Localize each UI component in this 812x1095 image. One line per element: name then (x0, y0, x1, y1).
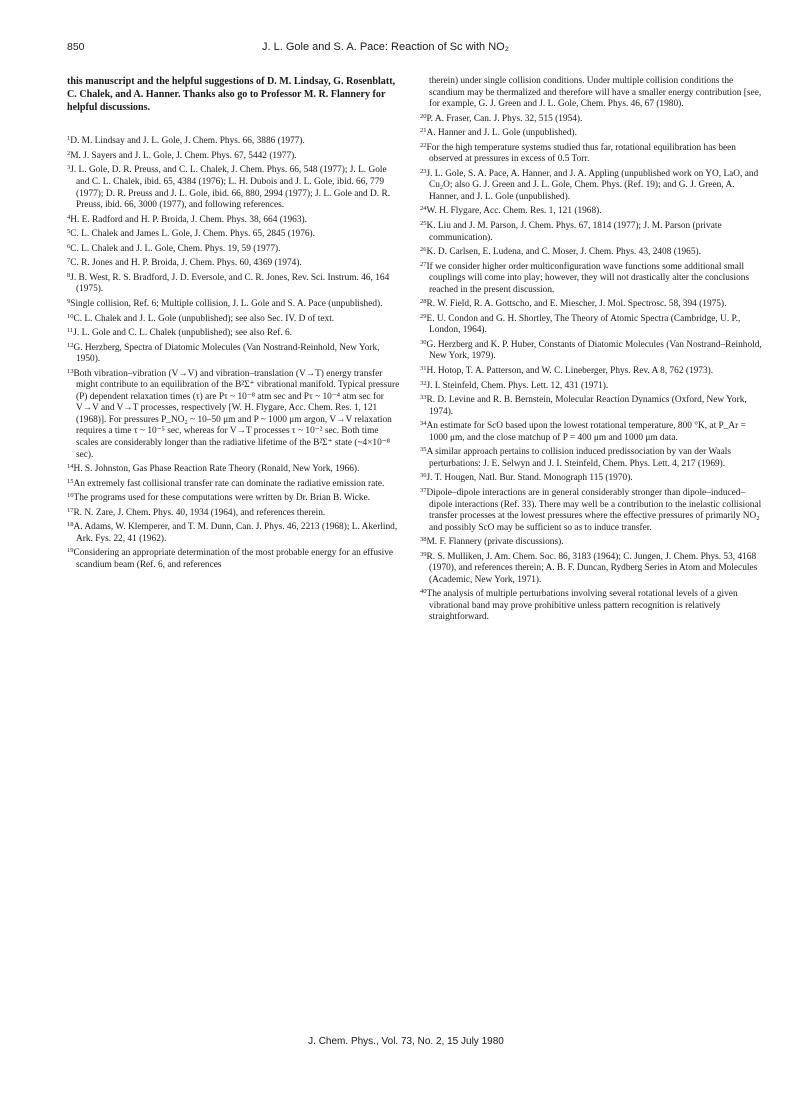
reference-item (67, 325, 402, 340)
reference-item (67, 505, 402, 520)
reference-item (67, 133, 402, 148)
reference-text: K. D. Carlsen, E. Ludena, and C. Moser, J. Chem. Phys. 43, 2408 (1965). (426, 247, 701, 258)
reference-text: H. S. Johnston, Gas Phase Reaction Rate Theory (Ronald, New York, 1966). (73, 464, 360, 475)
reference-text: C. L. Chalek and J. L. Gole, Chem. Phys. 19, 59 (1977). (70, 243, 281, 254)
reference-number: 16 (67, 492, 74, 500)
reference-text: C. L. Chalek and James L. Gole, J. Chem. Phys. 65, 2845 (1976). (70, 229, 315, 240)
reference-text: If we consider higher order multiconfiguration wave functions some additional small couplings will come into play; however, they will not drastically alter the conclusions reached in the present discussion. (426, 261, 750, 295)
reference-item (67, 545, 402, 571)
reference-number: 14 (67, 463, 74, 471)
reference-number: 11 (67, 327, 74, 335)
reference-item (67, 162, 402, 211)
reference-number: 38 (420, 536, 427, 544)
reference-number: 32 (420, 379, 427, 387)
reference-number: 23 (420, 167, 427, 175)
reference-number: 26 (420, 246, 427, 254)
reference-list-right (420, 111, 765, 624)
reference-item (67, 226, 402, 241)
reference-text: K. Liu and J. M. Parson, J. Chem. Phys. 67, 1814 (1977); J. M. Parson (private communication). (426, 221, 722, 243)
reference-item (67, 490, 402, 505)
reference-item (420, 337, 765, 363)
left-column (67, 76, 402, 571)
reference-number: 12 (67, 341, 74, 349)
reference-text: R. S. Mulliken, J. Am. Chem. Soc. 86, 3183 (1964); C. Jungen, J. Chem. Phys. 53, 4168 (1970), and references therein; A. B. F. Duncan, Rydberg Series in Atom and Molecules (Academic, New York, 1971). (426, 551, 758, 585)
reference-text: E. U. Condon and G. H. Shortley, The Theory of Atomic Spectra (Cambridge, U. P., London, 1964). (426, 313, 741, 336)
reference-text: A similar approach pertains to collision induced predissociation by van der Waals perturbations: J. E. Selwyn and J. I. Steinfeld, Chem. Phys. Lett. 4, 217 (1969). (426, 447, 731, 469)
page-number: 850 (67, 41, 85, 53)
reference-number: 31 (420, 365, 427, 373)
reference-number: 37 (420, 486, 427, 494)
reference-item (67, 461, 402, 476)
reference-number: 24 (420, 205, 427, 213)
reference-text: G. Herzberg, Spectra of Diatomic Molecules (Van Nostrand-Reinhold, New York, 1950). (73, 342, 380, 365)
reference-item (420, 586, 765, 624)
reference-item (67, 476, 402, 491)
reference-text: R. N. Zare, J. Chem. Phys. 40, 1934 (1964), and references therein. (73, 507, 326, 518)
reference-number: 4 (67, 213, 71, 221)
reference-continuation: therein) under single collision conditions. Under multiple collision conditions the scandium may be thermalized and therefore will have a smaller energy contribution [see, for example, G. J. Green and J. L. Gole, Chem. Phys. 46, 67 (1980). (429, 76, 762, 110)
reference-number: 8 (67, 271, 71, 279)
reference-number: 22 (420, 141, 427, 149)
reference-number: 20 (420, 112, 427, 120)
reference-text: R. D. Levine and R. B. Bernstein, Molecular Reaction Dynamics (Oxford, New York, 1974). (426, 395, 747, 417)
reference-number: 25 (420, 220, 427, 228)
running-title: J. L. Gole and S. A. Pace: Reaction of Sc with NO₂ (262, 41, 510, 53)
reference-text: J. I. Steinfeld, Chem. Phys. Lett. 12, 431 (1971). (426, 380, 609, 391)
reference-text: For the high temperature systems studied thus far, rotational equilibration has been observed at pressures in excess of 0.5 Torr. (426, 142, 736, 165)
reference-text: A. Hanner and J. L. Gole (unpublished). (426, 128, 578, 139)
reference-item (420, 218, 765, 244)
reference-item (67, 148, 402, 163)
reference-number: 27 (420, 260, 427, 268)
reference-text: J. L. Gole, D. R. Preuss, and C. L. Chalek, J. Chem. Phys. 66, 548 (1977); J. L. Gole and C. L. Chalek, ibid. 65, 4384 (1976); L. H. Dubois and J. L. Gole, ibid. 66, 779 (1977); D. R. Preuss and J. L. Gole, ibid. 66, 880, 2994 (1977); J. L. Gole and D. R. Preuss, ibid. 66, 3000 (1977), and following references. (70, 165, 391, 211)
reference-text: G. Herzberg and K. P. Huber, Constants of Diatomic Molecules (Van Nostrand–Reinhold, New York, 1979). (426, 339, 762, 362)
reference-item (420, 534, 765, 549)
reference-item (420, 378, 765, 393)
reference-number: 34 (420, 420, 427, 428)
reference-item (67, 270, 402, 296)
reference-number: 21 (420, 127, 427, 135)
acknowledgment: this manuscript and the helpful suggestions of D. M. Lindsay, G. Rosenblatt, C. Chalek, and A. Hanner. Thanks also go to Professor M. R. Flannery for helpful discussions. (67, 76, 396, 113)
reference-text: M. J. Sayers and J. L. Gole, J. Chem. Phys. 67, 5442 (1977). (70, 150, 297, 161)
reference-item (67, 212, 402, 227)
reference-item (420, 470, 765, 485)
reference-text: R. W. Field, R. A. Gottscho, and E. Miescher, J. Mol. Spectrosc. 58, 394 (1975). (426, 299, 727, 310)
reference-item (67, 255, 402, 270)
reference-item (420, 296, 765, 311)
reference-number: 19 (67, 547, 74, 555)
reference-text: P. A. Fraser, Can. J. Phys. 32, 515 (1954). (426, 113, 583, 124)
reference-item (67, 366, 402, 461)
reference-text: C. R. Jones and H. P. Broida, J. Chem. Phys. 60, 4369 (1974). (70, 258, 302, 269)
reference-number: 6 (67, 242, 71, 250)
reference-number: 17 (67, 506, 74, 514)
reference-number: 7 (67, 257, 71, 265)
reference-text: The analysis of multiple perturbations involving several rotational levels of a given vibrational band may prove prohibitive unless pattern recognition is relatively straightforward. (426, 589, 738, 623)
reference-number: 9 (67, 297, 71, 305)
reference-text: J. L. Gole, S. A. Pace, A. Hanner, and J. A. Appling (unpublished work on YO, LaO, and Cu₂O; also G. J. Green and J. L. Gole, Chem. Phys. (Ref. 19); and G. J. Green, A. Hanner, and J. L. Gole (unpublished). (426, 168, 759, 202)
reference-number: 39 (420, 550, 427, 558)
reference-item (420, 111, 765, 126)
reference-text: D. M. Lindsay and J. L. Gole, J. Chem. Phys. 66, 3886 (1977). (70, 136, 305, 147)
reference-item (420, 485, 765, 534)
reference-number: 29 (420, 312, 427, 320)
reference-text: An extremely fast collisional transfer rate can dominate the radiative emission rate. (73, 478, 385, 489)
reference-text: An estimate for ScO based upon the lowest rotational temperature, 800 °K, at P_Ar = 1000 μm, and the close matchup of P = 400 μm and 1000 μm data. (426, 421, 746, 443)
reference-item (420, 311, 765, 337)
reference-item (67, 296, 402, 311)
reference-number: 35 (420, 446, 427, 454)
reference-text: Dipole–dipole interactions are in general considerably stronger than dipole–induced–dipole interactions (Ref. 33). There may well be a contribution to the inelastic collisional transfer processes at the lowest pressures where the effective pressures of primarily NO₂ and possibly ScO may be sufficient so as to induce transfer. (426, 487, 762, 533)
reference-item (420, 125, 765, 140)
reference-number: 3 (67, 164, 71, 172)
reference-number: 28 (420, 298, 427, 306)
reference-item (420, 444, 765, 470)
right-column (420, 76, 765, 624)
reference-text: C. L. Chalek and J. L. Gole (unpublished); see also Sec. IV. D of text. (73, 313, 335, 324)
reference-item (420, 166, 765, 204)
journal-footer: J. Chem. Phys., Vol. 73, No. 2, 15 July 1980 (308, 1036, 504, 1047)
reference-item (420, 140, 765, 166)
reference-number: 18 (67, 521, 74, 529)
reference-item (420, 363, 765, 378)
reference-text: H. E. Radford and H. P. Broida, J. Chem. Phys. 38, 664 (1963). (70, 214, 307, 225)
reference-item (67, 241, 402, 256)
reference-number: 2 (67, 149, 71, 157)
reference-item (420, 392, 765, 418)
reference-number: 10 (67, 312, 74, 320)
reference-number: 40 (420, 588, 427, 596)
reference-text: J. L. Gole and C. L. Chalek (unpublished); see also Ref. 6. (73, 328, 293, 339)
reference-text: Both vibration–vibration (V→V) and vibration–translation (V→T) energy transfer might contribute to an equilibration of the B²Σ⁺ vibrational manifold. Typical pressure (P) dependent relaxation times (τ) are Pτ ~ 10⁻⁸ atm sec and Pτ ~ 10⁻⁴ atm sec for V→V and V→T processes, respectively [W. H. Flygare, Acc. Chem. Res. 1, 121 (1968)]. For pressures P_NO₂ ~ 10–50 μm and P ~ 1000 μm argon, V→V relaxation requires a time τ ~ 10⁻⁵ sec, whereas for V→T processes τ ~ 10⁻² sec. Both time scales are considerably longer than the radiative lifetime of the B²Σ⁺ state (~4×10⁻⁸ sec). (73, 368, 400, 460)
reference-number: 5 (67, 228, 71, 236)
reference-text: J. B. West, R. S. Bradford, J. D. Eversole, and C. R. Jones, Rev. Sci. Instrum. 46, 164 (1975). (70, 272, 390, 295)
reference-number: 33 (420, 394, 427, 402)
reference-number: 30 (420, 338, 427, 346)
reference-item (67, 519, 402, 545)
reference-item (420, 418, 765, 444)
reference-item (420, 549, 765, 587)
reference-text: H. Hotop, T. A. Patterson, and W. C. Lineberger, Phys. Rev. A 8, 762 (1973). (426, 366, 714, 377)
reference-number: 36 (420, 472, 427, 480)
reference-text: J. T. Hougen, Natl. Bur. Stand. Monograph 115 (1970). (426, 473, 633, 484)
reference-item (420, 203, 765, 218)
reference-text: M. F. Flannery (private discussions). (426, 537, 564, 548)
reference-number: 13 (67, 367, 74, 375)
reference-item (67, 311, 402, 326)
reference-text: Single collision, Ref. 6; Multiple collision, J. L. Gole and S. A. Pace (unpublished). (70, 298, 383, 309)
reference-text: W. H. Flygare, Acc. Chem. Res. 1, 121 (1968). (426, 206, 602, 217)
reference-text: A. Adams, W. Klemperer, and T. M. Dunn, Can. J. Phys. 46, 2213 (1968); L. Akerlind, Ark. Fys. 22, 41 (1962). (73, 522, 398, 544)
reference-item (420, 259, 765, 297)
reference-item (420, 244, 765, 259)
reference-item (67, 340, 402, 366)
reference-list-left (67, 133, 402, 571)
reference-text: Considering an appropriate determination of the most probable energy for an effusive scandium beam (Ref. 6, and references (73, 548, 394, 570)
reference-text: The programs used for these computations were written by Dr. Brian B. Wicke. (73, 493, 371, 504)
reference-number: 1 (67, 135, 71, 143)
reference-number: 15 (67, 477, 74, 485)
